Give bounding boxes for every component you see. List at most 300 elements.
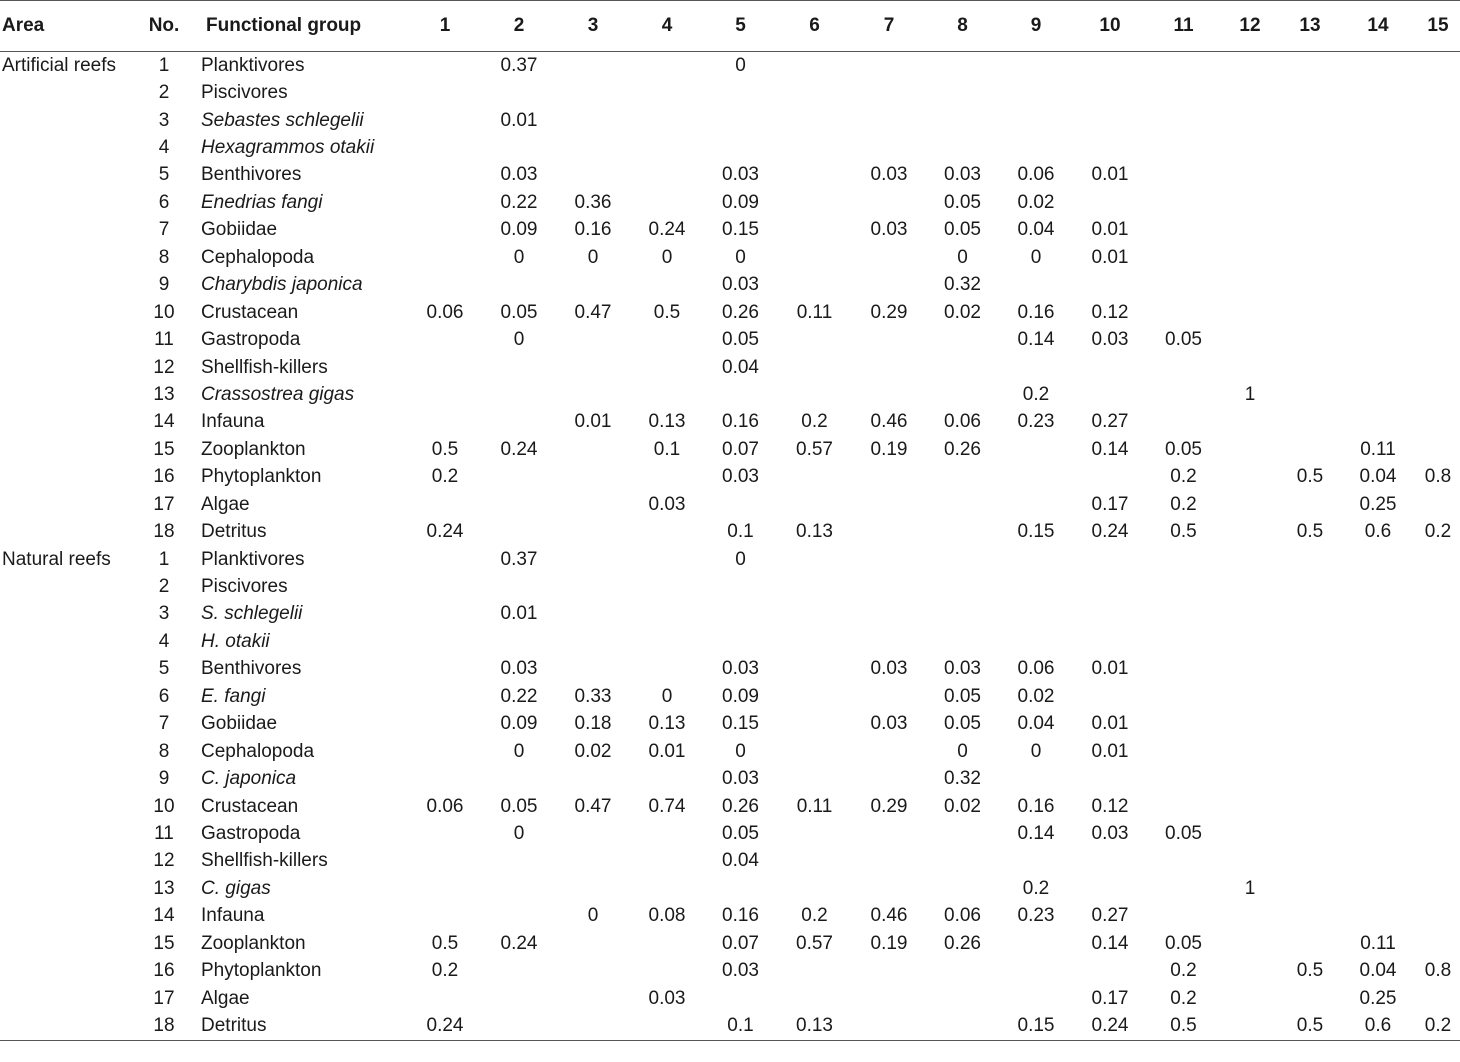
- value-cell: [482, 848, 556, 875]
- value-cell: [1073, 272, 1147, 299]
- value-cell: 0.09: [722, 685, 759, 707]
- area-cell: [0, 217, 130, 244]
- value-cell: [1280, 436, 1340, 463]
- value-cell: [1147, 601, 1220, 628]
- table-row: [0, 683, 1460, 710]
- value-cell: 0.18: [574, 713, 612, 735]
- value-cell: [1220, 409, 1280, 436]
- area-cell: [0, 436, 130, 463]
- value-cell: [852, 326, 926, 353]
- value-cell: [482, 491, 556, 518]
- value-cell: [1416, 930, 1460, 957]
- value-cell: 0.13: [796, 521, 833, 543]
- value-cell: 0.37: [500, 548, 538, 570]
- value-cell: [1220, 1012, 1280, 1040]
- value-cell: [556, 765, 630, 792]
- value-cell: [926, 464, 999, 491]
- value-cell: 0.11: [1360, 438, 1396, 460]
- value-cell: [999, 107, 1073, 134]
- functional-group-cell: Piscivores: [201, 576, 288, 598]
- value-cell: [704, 107, 777, 134]
- area-cell: [0, 491, 130, 518]
- value-cell: [630, 875, 704, 902]
- functional-group-cell: Algae: [201, 493, 250, 515]
- value-cell: [999, 957, 1073, 984]
- value-cell: 0.06: [1017, 164, 1055, 186]
- value-cell: 0.27: [1091, 905, 1129, 927]
- table-row: [0, 162, 1460, 189]
- value-cell: [1280, 848, 1340, 875]
- number-cell: 14: [153, 411, 175, 433]
- value-cell: [630, 354, 704, 381]
- value-cell: [1147, 711, 1220, 738]
- value-cell: 0.57: [796, 438, 833, 460]
- value-cell: 0.2: [431, 466, 459, 488]
- value-cell: [926, 354, 999, 381]
- area-cell: [0, 272, 130, 299]
- value-cell: [408, 491, 482, 518]
- value-cell: [777, 52, 852, 80]
- value-cell: [1340, 52, 1416, 80]
- value-cell: 0.19: [870, 438, 908, 460]
- value-cell: 0.2: [1170, 493, 1197, 515]
- value-cell: [777, 79, 852, 106]
- value-cell: [1416, 573, 1460, 600]
- value-cell: [1073, 354, 1147, 381]
- table-row: [0, 79, 1460, 106]
- value-cell: [556, 354, 630, 381]
- value-cell: [852, 601, 926, 628]
- value-cell: [999, 436, 1073, 463]
- functional-group-cell: Crassostrea gigas: [201, 383, 355, 405]
- value-cell: [852, 1012, 926, 1040]
- value-cell: [1073, 848, 1147, 875]
- value-cell: [1147, 381, 1220, 408]
- value-cell: [1340, 793, 1416, 820]
- value-cell: [1147, 628, 1220, 655]
- value-cell: 0.8: [1424, 960, 1452, 982]
- value-cell: [852, 518, 926, 545]
- value-cell: 0.04: [722, 356, 759, 378]
- value-cell: [482, 79, 556, 106]
- value-cell: 0.6: [1364, 521, 1392, 543]
- value-cell: [630, 601, 704, 628]
- value-cell: [408, 683, 482, 710]
- value-cell: [408, 656, 482, 683]
- table-row: [0, 601, 1460, 628]
- value-cell: 0.05: [944, 191, 981, 213]
- value-cell: 0.06: [426, 795, 464, 817]
- value-cell: [1220, 518, 1280, 545]
- value-cell: 0.09: [722, 191, 759, 213]
- value-cell: 0.05: [944, 713, 981, 735]
- value-cell: [1416, 738, 1460, 765]
- area-cell: [0, 820, 130, 847]
- value-cell: 0.17: [1091, 493, 1129, 515]
- functional-group-cell: Infauna: [201, 905, 265, 927]
- number-cell: 5: [158, 658, 170, 680]
- value-cell: [999, 52, 1073, 80]
- value-cell: 0.01: [500, 603, 538, 625]
- value-cell: [1340, 134, 1416, 161]
- value-cell: 0.26: [944, 438, 981, 460]
- functional-group-cell: Enedrias fangi: [201, 191, 323, 213]
- table-row: [0, 491, 1460, 518]
- value-cell: [630, 930, 704, 957]
- value-cell: [1220, 738, 1280, 765]
- table-row: [0, 793, 1460, 820]
- value-cell: 0.22: [500, 191, 538, 213]
- value-cell: 0.1: [653, 438, 681, 460]
- value-cell: 0.01: [1091, 658, 1129, 680]
- value-cell: [926, 1012, 999, 1040]
- value-cell: [1073, 957, 1147, 984]
- value-cell: 0.1: [704, 1012, 777, 1040]
- value-cell: [1147, 162, 1220, 189]
- value-cell: [1220, 601, 1280, 628]
- value-cell: [1220, 436, 1280, 463]
- value-cell: [999, 464, 1073, 491]
- value-cell: [1220, 134, 1280, 161]
- value-cell: [852, 107, 926, 134]
- value-cell: [556, 491, 630, 518]
- value-cell: [1220, 491, 1280, 518]
- table-row: [0, 573, 1460, 600]
- value-cell: [852, 848, 926, 875]
- value-cell: 0.03: [500, 164, 538, 186]
- column-header: 14: [1340, 1, 1416, 52]
- value-cell: [926, 79, 999, 106]
- value-cell: [1416, 134, 1460, 161]
- value-cell: 0.2: [1170, 960, 1197, 982]
- value-cell: [1416, 711, 1460, 738]
- value-cell: 0.05: [1165, 438, 1202, 460]
- value-cell: [777, 601, 852, 628]
- value-cell: [1147, 875, 1220, 902]
- table-row: [0, 848, 1460, 875]
- value-cell: [1340, 765, 1416, 792]
- value-cell: [852, 464, 926, 491]
- value-cell: [1280, 546, 1340, 573]
- value-cell: [1340, 711, 1416, 738]
- table-body: [0, 52, 1460, 1041]
- value-cell: 0.05: [722, 329, 759, 351]
- value-cell: [630, 518, 704, 545]
- value-cell: 0.26: [722, 795, 759, 817]
- value-cell: [1280, 738, 1340, 765]
- value-cell: 0.2: [1170, 987, 1197, 1009]
- value-cell: [852, 272, 926, 299]
- column-header: 13: [1280, 1, 1340, 52]
- value-cell: 0.36: [574, 191, 612, 213]
- value-cell: [1073, 52, 1147, 80]
- table-row: [0, 107, 1460, 134]
- number-cell: 9: [158, 274, 170, 296]
- value-cell: [1340, 272, 1416, 299]
- value-cell: 0.46: [870, 905, 908, 927]
- number-cell: 17: [153, 987, 175, 1009]
- value-cell: 0.17: [1091, 987, 1129, 1009]
- value-cell: 0.29: [870, 795, 908, 817]
- value-cell: [1340, 354, 1416, 381]
- value-cell: 0: [513, 740, 525, 762]
- value-cell: [1280, 134, 1340, 161]
- value-cell: 0.5: [1296, 466, 1324, 488]
- value-cell: [1220, 628, 1280, 655]
- value-cell: [1220, 464, 1280, 491]
- table-row: [0, 52, 1460, 80]
- value-cell: [1073, 107, 1147, 134]
- value-cell: [1340, 244, 1416, 271]
- value-cell: [1416, 217, 1460, 244]
- value-cell: [1416, 683, 1460, 710]
- value-cell: [1280, 683, 1340, 710]
- value-cell: 0.12: [1091, 301, 1129, 323]
- value-cell: [852, 381, 926, 408]
- value-cell: [1280, 217, 1340, 244]
- value-cell: 0.01: [574, 411, 612, 433]
- value-cell: 0.2: [1416, 1012, 1460, 1040]
- value-cell: [1340, 738, 1416, 765]
- value-cell: [1280, 272, 1340, 299]
- value-cell: [1416, 436, 1460, 463]
- number-cell: 3: [158, 603, 170, 625]
- value-cell: [1220, 930, 1280, 957]
- value-cell: 0.2: [1424, 521, 1452, 543]
- number-cell: 11: [154, 329, 174, 351]
- area-cell: [0, 738, 130, 765]
- value-cell: [408, 765, 482, 792]
- value-cell: [1073, 464, 1147, 491]
- value-cell: [1147, 354, 1220, 381]
- value-cell: [630, 765, 704, 792]
- value-cell: 0.01: [1091, 246, 1129, 268]
- number-cell: 18: [130, 1012, 198, 1040]
- functional-group-cell: Zooplankton: [201, 438, 306, 460]
- value-cell: 0.02: [1017, 191, 1055, 213]
- value-cell: 0.03: [500, 658, 538, 680]
- value-cell: [1220, 217, 1280, 244]
- value-cell: [852, 738, 926, 765]
- value-cell: [1147, 683, 1220, 710]
- functional-group-cell: C. gigas: [201, 877, 271, 899]
- value-cell: [999, 601, 1073, 628]
- area-cell: [0, 765, 130, 792]
- functional-group-cell: Crustacean: [201, 301, 299, 323]
- value-cell: [1147, 409, 1220, 436]
- area-cell: Natural reefs: [2, 548, 111, 570]
- value-cell: [408, 903, 482, 930]
- table-row: [0, 1012, 1460, 1040]
- column-header: 10: [1073, 1, 1147, 52]
- value-cell: [1147, 52, 1220, 80]
- value-cell: [630, 134, 704, 161]
- value-cell: [408, 848, 482, 875]
- value-cell: [1416, 79, 1460, 106]
- value-cell: 0: [661, 246, 673, 268]
- table-row: [0, 875, 1460, 902]
- value-cell: 0.14: [1017, 329, 1055, 351]
- value-cell: [777, 985, 852, 1012]
- functional-group-cell: C. japonica: [201, 768, 297, 790]
- value-cell: [630, 820, 704, 847]
- value-cell: 0.03: [944, 164, 981, 186]
- value-cell: [630, 162, 704, 189]
- value-cell: 1: [1244, 383, 1256, 405]
- value-cell: [777, 765, 852, 792]
- area-cell: [0, 601, 130, 628]
- functional-group-cell: Infauna: [201, 411, 265, 433]
- value-cell: [1416, 903, 1460, 930]
- value-cell: [630, 546, 704, 573]
- value-cell: [408, 738, 482, 765]
- value-cell: [1416, 272, 1460, 299]
- value-cell: [408, 628, 482, 655]
- value-cell: [999, 491, 1073, 518]
- value-cell: [1220, 162, 1280, 189]
- number-cell: 1: [158, 548, 170, 570]
- value-cell: [1280, 765, 1340, 792]
- value-cell: [1220, 299, 1280, 326]
- value-cell: 0.05: [944, 219, 981, 241]
- area-cell: [0, 244, 130, 271]
- value-cell: [1280, 52, 1340, 80]
- value-cell: 0.03: [870, 713, 908, 735]
- value-cell: [1416, 628, 1460, 655]
- value-cell: 0.03: [1091, 822, 1129, 844]
- value-cell: [777, 272, 852, 299]
- value-cell: [1340, 162, 1416, 189]
- value-cell: [1073, 134, 1147, 161]
- value-cell: [852, 875, 926, 902]
- value-cell: [1280, 79, 1340, 106]
- value-cell: [408, 134, 482, 161]
- area-cell: [0, 1012, 130, 1040]
- number-cell: 8: [158, 740, 170, 762]
- value-cell: [704, 491, 777, 518]
- value-cell: [482, 765, 556, 792]
- value-cell: [1220, 985, 1280, 1012]
- value-cell: 0.5: [1147, 1012, 1220, 1040]
- value-cell: [1073, 683, 1147, 710]
- value-cell: [482, 518, 556, 545]
- value-cell: [1147, 903, 1220, 930]
- value-cell: 0.13: [648, 411, 686, 433]
- value-cell: [630, 1012, 704, 1040]
- column-header: Area: [0, 1, 130, 52]
- functional-group-cell: H. otakii: [201, 630, 270, 652]
- value-cell: [999, 134, 1073, 161]
- value-cell: [926, 546, 999, 573]
- value-cell: [1147, 738, 1220, 765]
- value-cell: [482, 409, 556, 436]
- functional-group-cell: S. schlegelii: [201, 603, 303, 625]
- value-cell: [556, 272, 630, 299]
- value-cell: 0.57: [796, 932, 833, 954]
- value-cell: [999, 272, 1073, 299]
- value-cell: [999, 765, 1073, 792]
- value-cell: [630, 326, 704, 353]
- area-cell: [0, 711, 130, 738]
- value-cell: [852, 628, 926, 655]
- value-cell: 0: [513, 246, 525, 268]
- value-cell: [926, 491, 999, 518]
- value-cell: [777, 354, 852, 381]
- value-cell: [482, 573, 556, 600]
- value-cell: [556, 162, 630, 189]
- value-cell: 0.05: [500, 301, 538, 323]
- value-cell: [1416, 656, 1460, 683]
- table-row: [0, 738, 1460, 765]
- value-cell: [1280, 326, 1340, 353]
- value-cell: [999, 573, 1073, 600]
- table-row: [0, 272, 1460, 299]
- value-cell: [852, 189, 926, 216]
- value-cell: [1147, 793, 1220, 820]
- value-cell: 0: [587, 246, 599, 268]
- value-cell: [556, 464, 630, 491]
- value-cell: [1073, 628, 1147, 655]
- table-row: [0, 820, 1460, 847]
- value-cell: 0: [735, 548, 746, 570]
- area-cell: [0, 409, 130, 436]
- value-cell: [1220, 244, 1280, 271]
- area-cell: [0, 354, 130, 381]
- column-header: 5: [704, 1, 777, 52]
- value-cell: [1220, 656, 1280, 683]
- value-cell: 0: [513, 822, 525, 844]
- column-header: 8: [926, 1, 999, 52]
- value-cell: [1073, 546, 1147, 573]
- value-cell: [926, 107, 999, 134]
- value-cell: [1280, 244, 1340, 271]
- table-row: [0, 518, 1460, 545]
- value-cell: 0.5: [653, 301, 681, 323]
- value-cell: [1220, 848, 1280, 875]
- value-cell: [1147, 765, 1220, 792]
- value-cell: [926, 848, 999, 875]
- value-cell: [408, 354, 482, 381]
- value-cell: 0.2: [1022, 383, 1050, 405]
- value-cell: [408, 107, 482, 134]
- value-cell: [630, 628, 704, 655]
- functional-group-cell: Gobiidae: [201, 219, 278, 241]
- functional-group-cell: Cephalopoda: [201, 740, 315, 762]
- value-cell: 0.14: [1017, 822, 1055, 844]
- number-cell: 5: [158, 164, 170, 186]
- value-cell: [777, 189, 852, 216]
- value-cell: [704, 628, 777, 655]
- value-cell: 0.2: [801, 905, 828, 927]
- value-cell: [556, 134, 630, 161]
- area-cell: [0, 793, 130, 820]
- functional-group-cell: Algae: [201, 987, 250, 1009]
- number-cell: 18: [153, 521, 175, 543]
- value-cell: [630, 189, 704, 216]
- number-cell: 7: [158, 219, 170, 241]
- value-cell: 0.01: [1091, 713, 1129, 735]
- value-cell: [1073, 189, 1147, 216]
- value-cell: [777, 546, 852, 573]
- value-cell: 0.11: [796, 301, 833, 323]
- value-cell: [777, 464, 852, 491]
- value-cell: [1073, 79, 1147, 106]
- area-cell: [0, 381, 130, 408]
- value-cell: [999, 930, 1073, 957]
- value-cell: [1416, 244, 1460, 271]
- value-cell: [1340, 628, 1416, 655]
- value-cell: [999, 848, 1073, 875]
